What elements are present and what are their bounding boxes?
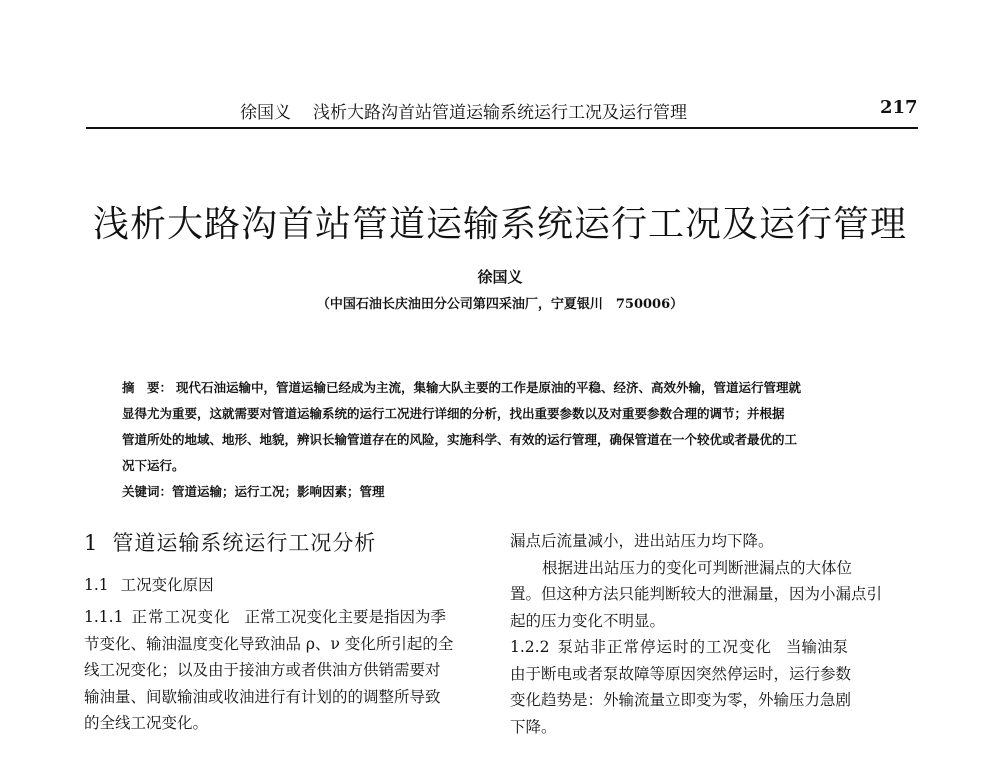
header-rule xyxy=(86,127,918,129)
paragraph-line: 线工况变化；以及由于接油方或者供油方供销需要对 xyxy=(84,661,441,679)
subsection-number: 1.1 xyxy=(84,576,109,594)
subsubsection-number: 1.1.1 xyxy=(84,608,124,626)
running-header xyxy=(240,98,687,123)
paragraph-line: 输油量、间歇输油或收油进行有计划的的调整所导致 xyxy=(84,687,441,706)
abstract-line xyxy=(122,375,892,401)
abstract-label: 摘 要： xyxy=(122,380,173,395)
paragraph-line: 漏点后流量减小，进出站压力均下降。 xyxy=(510,532,774,550)
section-title: 管道运输系统运行工况分析 xyxy=(112,531,377,555)
abstract xyxy=(122,375,892,479)
paragraph-line: 节变化、输油温度变化导致油品 ρ、ν 变化所引起的全 xyxy=(84,634,454,653)
running-header-author: 徐国义 xyxy=(240,103,291,123)
abstract-text: 现代石油运输中，管道运输已经成为主流，集输大队主要的工作是原油的平稳、经济、高效外输，管道运行管理就 xyxy=(176,380,802,395)
subsubsection-number: 1.2.2 xyxy=(510,638,550,656)
paragraph-line: 根据进出站压力的变化可判断泄漏点的大体位 xyxy=(542,558,853,577)
right-column xyxy=(510,528,922,740)
abstract-line: 显得尤为重要，这就需要对管道运输系统的运行工况进行详细的分析，找出重要参数以及对重要参数合理的调节；并根据 xyxy=(122,406,785,421)
section-number: 1 xyxy=(84,531,99,555)
keywords-text: 管道运输；运行工况；影响因素；管理 xyxy=(172,484,385,499)
keywords xyxy=(122,482,385,500)
subsection-heading xyxy=(84,568,496,600)
paragraph-line: 起的压力变化不明显。 xyxy=(510,611,666,630)
paragraph-line xyxy=(510,634,922,661)
paragraph-line: 下降。 xyxy=(510,717,557,736)
paragraph-line: 置。但这种方法只能判断较大的泄漏量，因为小漏点引 xyxy=(510,585,883,603)
paragraph-line xyxy=(84,604,496,631)
subsection-title: 工况变化原因 xyxy=(120,576,214,594)
section-heading xyxy=(84,528,496,568)
subsubsection-title: 正常工况变化 xyxy=(131,608,231,626)
running-header-title: 浅析大路沟首站管道运输系统运行工况及运行管理 xyxy=(313,103,687,123)
keywords-label: 关键词： xyxy=(122,484,173,499)
abstract-line: 况下运行。 xyxy=(122,458,185,473)
paragraph-line: 变化趋势是：外输流量立即变为零，外输压力急剧 xyxy=(510,691,852,709)
article-title: 浅析大路沟首站管道运输系统运行工况及运行管理 xyxy=(92,204,907,245)
paragraph-text: 正常工况变化主要是指因为季 xyxy=(244,608,446,626)
abstract-line: 管道所处的地域、地形、地貌，辨识长输管道存在的风险，实施科学、有效的运行管理，确保管道在一个较优或者最优的工 xyxy=(122,432,798,447)
paragraph-line: 由于断电或者泵故障等原因突然停运时，运行参数 xyxy=(510,664,852,683)
left-column xyxy=(84,528,496,737)
author-affiliation: （中国石油长庆油田分公司第四采油厂，宁夏银川 750006） xyxy=(316,297,684,312)
paragraph-line: 的全线工况变化。 xyxy=(84,714,209,732)
article-author: 徐国义 xyxy=(477,268,523,286)
paragraph-text: 当输油泵 xyxy=(785,638,848,656)
subsubsection-title: 泵站非正常停运时的工况变化 xyxy=(557,638,772,656)
page-number: 217 xyxy=(880,97,918,118)
